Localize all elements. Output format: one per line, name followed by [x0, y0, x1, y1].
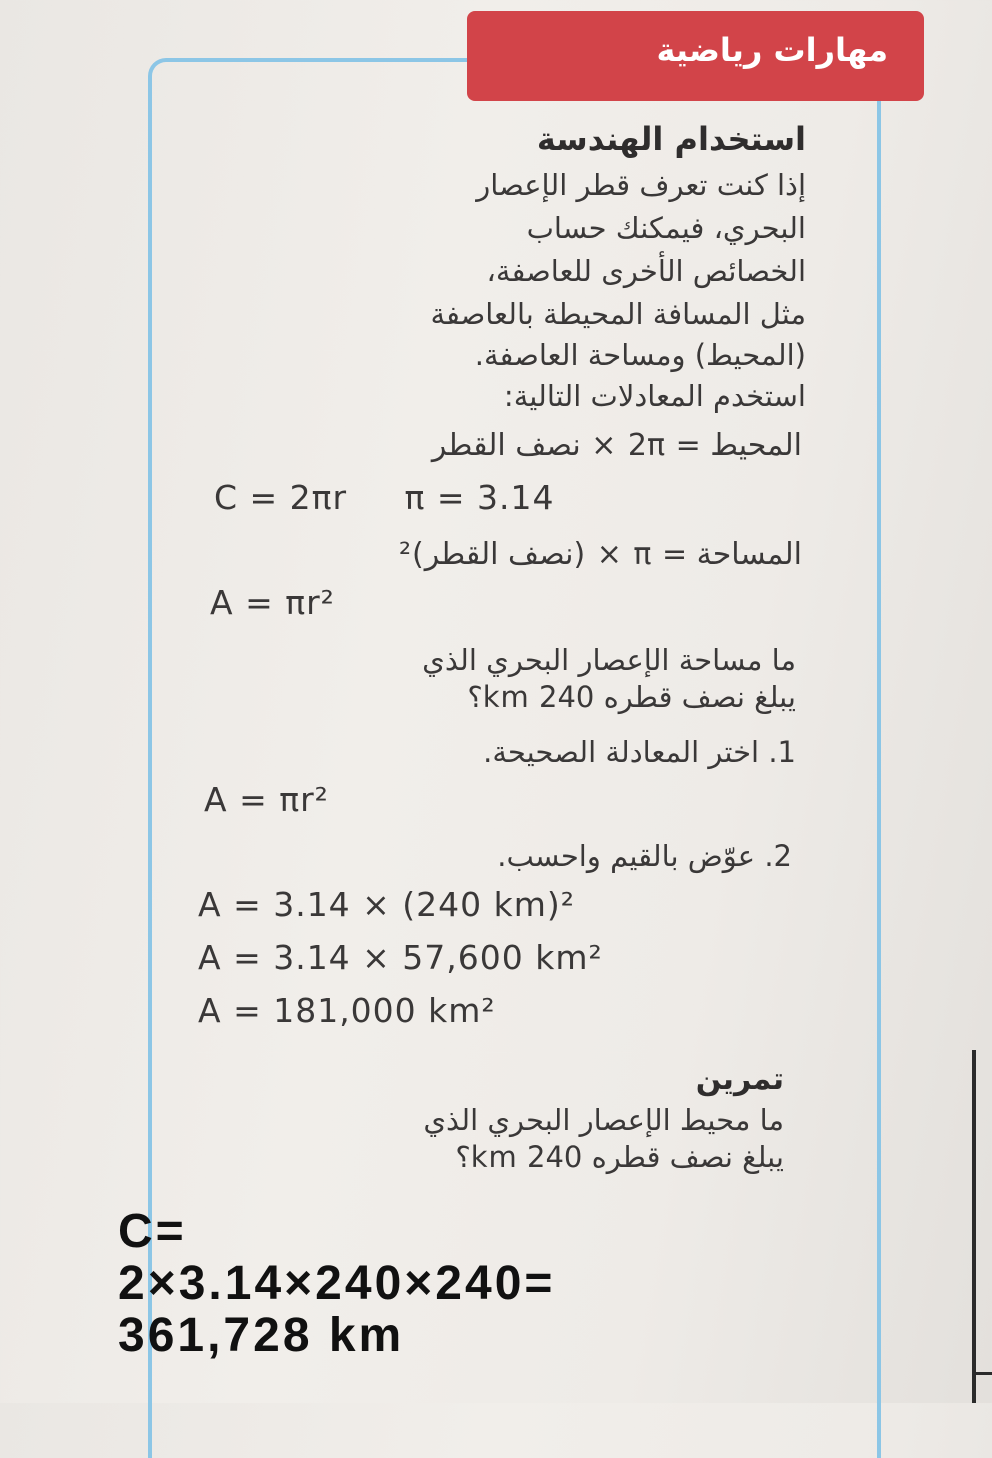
exercise-title: تمرين: [695, 1062, 784, 1097]
intro-line: الخصائص الأخرى للعاصفة،: [486, 254, 806, 288]
area-formula-symbols: A = πr²: [210, 583, 335, 622]
intro-line: إذا كنت تعرف قطر الإعصار: [476, 168, 806, 202]
intro-line: البحري، فيمكنك حساب: [526, 211, 806, 245]
header-label: مهارات رياضية: [656, 31, 888, 69]
intro-line: استخدم المعادلات التالية:: [503, 379, 806, 413]
answer-line: 361,728 km: [118, 1309, 405, 1362]
intro-line: (المحيط) ومساحة العاصفة.: [474, 338, 806, 372]
exercise-question-line: يبلغ نصف قطره 240 km؟: [455, 1140, 784, 1174]
question-line: يبلغ نصف قطره 240 km؟: [467, 680, 796, 714]
step1-label: 1. اختر المعادلة الصحيحة.: [483, 735, 796, 769]
step2-calculation-line: A = 181,000 km²: [198, 991, 496, 1030]
step2-label: 2. عوّض بالقيم واحسب.: [497, 839, 792, 873]
step2-calculation-line: A = 3.14 × (240 km)²: [198, 885, 576, 924]
circumference-formula-words: المحيط = 2π × نصف القطر: [431, 428, 802, 463]
circumference-formula-symbols: C = 2πr π = 3.14: [214, 478, 555, 517]
exercise-question-line: ما محيط الإعصار البحري الذي: [423, 1103, 784, 1137]
area-formula-words: المساحة = π × (نصف القطر)²: [398, 537, 802, 572]
section-title: استخدام الهندسة: [536, 120, 806, 158]
section-header-tab: [467, 11, 924, 101]
answer-line: 2×3.14×240×240=: [118, 1257, 556, 1310]
question-line: ما مساحة الإعصار البحري الذي: [422, 643, 796, 677]
step1-equation: A = πr²: [204, 780, 329, 819]
page-edge-divider: [972, 1372, 992, 1375]
answer-line: C=: [118, 1205, 187, 1258]
step2-calculation-line: A = 3.14 × 57,600 km²: [198, 938, 603, 977]
intro-line: مثل المسافة المحيطة بالعاصفة: [430, 297, 806, 331]
page-edge-divider: [972, 1050, 976, 1403]
